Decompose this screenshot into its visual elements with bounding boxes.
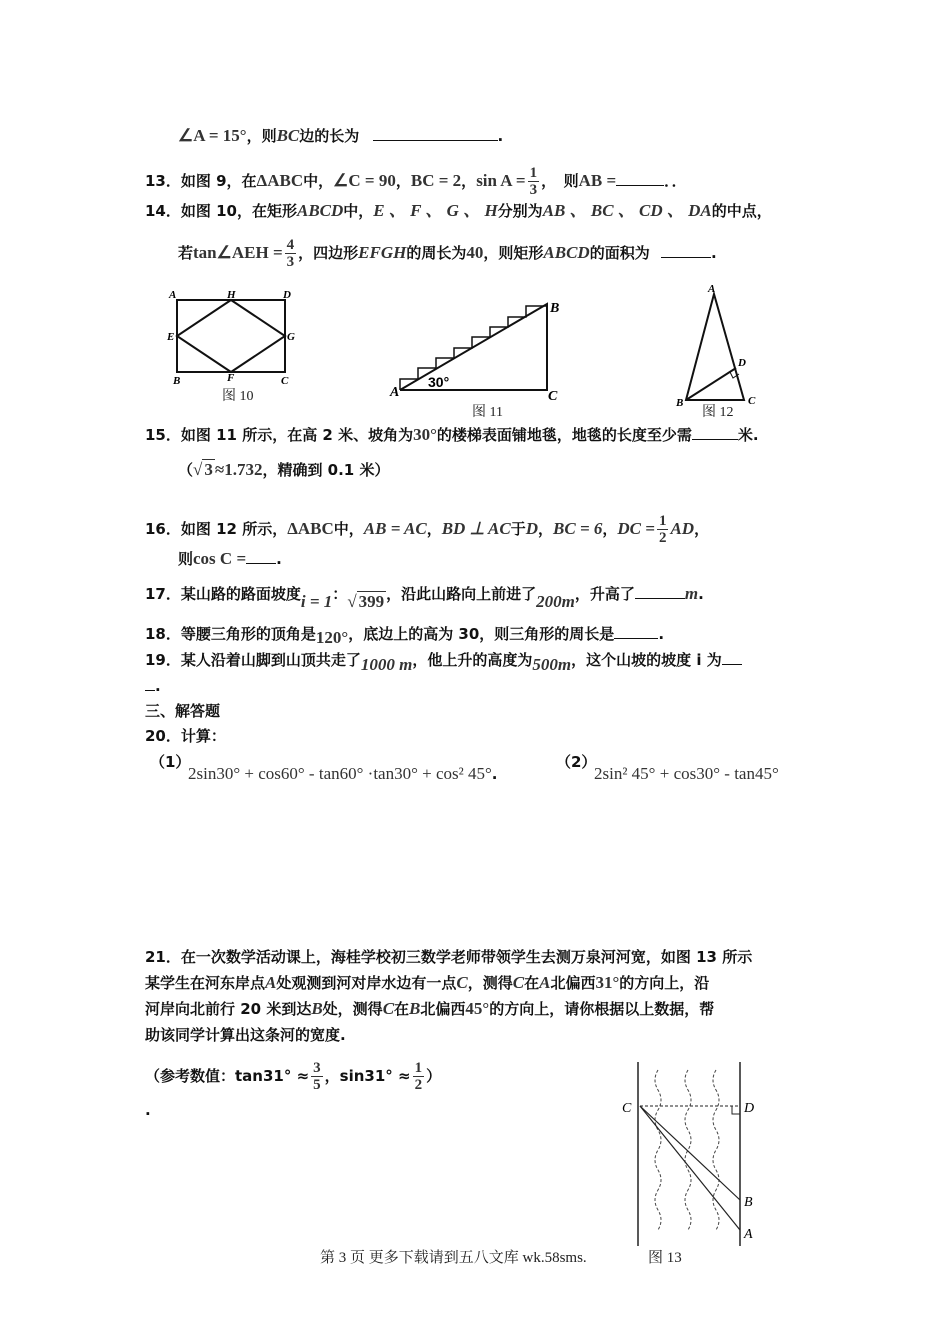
q19-t0: 某人沿着山脚到山顶共走了 [180,651,361,669]
q14-efgh: EFGH [358,243,407,262]
q14-t2: 分别为 [497,202,543,220]
deg-45: 45° [465,999,490,1018]
q20-expr1 [188,764,498,784]
frac-3-5 [311,1060,323,1093]
fig10-caption: 图 10 [222,389,254,404]
page-footer: 第 3 页 更多下载请到五八文库 wk.58sms. [320,1250,587,1266]
q19-t1: ，他上升的高度为 [412,651,533,669]
t: 处观测到河对岸水边有一点 [276,974,457,992]
q14-num: 14．如图 10，在矩形 [145,202,297,220]
question-21-line1: 21．在一次数学活动课上，海桂学校初三数学老师带领学生去测万泉河河宽，如图 13 所示 [145,948,753,966]
den: 3 [529,182,538,198]
answer-blank [722,650,742,665]
q20-part1-label: （1） [150,753,191,771]
q12-end: . [497,127,504,145]
question-18 [145,624,665,647]
num: 1 [414,1060,423,1076]
den: 2 [414,1077,423,1093]
q14-sides: AB 、 BC 、 CD 、 DA [542,201,712,220]
t: ） [426,1067,442,1085]
q14-l2c: 的周长为 [406,244,467,262]
q14-l2e: 的面积为 [589,244,650,262]
wave-3 [713,1070,719,1230]
answer-blank [614,624,658,639]
q14-l2b: ，四边形 [298,244,359,262]
wave-1 [655,1070,661,1230]
label-F: F [227,372,235,384]
q21-dot: . [145,1101,151,1119]
q17-colon: ： [332,585,348,603]
q16-t3: 于 [510,520,526,538]
q16-end: . [276,550,282,568]
point-a: A [265,973,277,992]
den: 5 [313,1077,321,1093]
num: 4 [286,237,295,253]
q20-expr2 [594,764,779,784]
q13-ab: AB = [578,171,617,190]
t: 在 [524,974,540,992]
question-21-reference [145,1060,441,1093]
radicand: 399 [358,592,385,611]
q16-l2a: 则 [178,550,194,568]
q13-end: ．． [664,172,687,190]
q12-tail [178,126,503,146]
figure-10 [165,288,305,388]
q17-num: 17．某山路的路面坡度 [145,585,301,603]
q16-fraction [657,513,669,546]
question-14-line2 [178,237,717,270]
label-A: A [390,385,400,400]
question-21-line4: 助该同学计算出这条河的宽度. [145,1026,346,1044]
q13-t2: ， [395,172,411,190]
radicand: 3 [204,460,213,479]
t: 某学生在河东岸点 [145,974,266,992]
den: 3 [286,254,295,270]
point-c: C [512,973,525,992]
answer-blank [145,676,155,691]
label-C: C [548,389,558,404]
t: 北偏西 [550,974,596,992]
q15-l2a: （ [178,461,194,479]
t: 的方向上，沿 [619,974,710,992]
q13-sin: sin A = [476,171,526,190]
q16-cos: cos C = [193,549,247,568]
question-14-line1 [145,201,772,221]
den: 2 [658,530,667,546]
q14-end: . [710,244,717,262]
answer-blank [373,126,498,141]
fig12-triangle [686,294,744,400]
q14-l2a: 若 [178,244,194,262]
label-C: C [281,375,289,387]
q14-rect: ABCD [296,201,344,220]
q15-l2b: ，精确到 0.1 米） [262,461,390,479]
q14-abcd: ABCD [543,243,590,262]
q12-text: ，则 [246,127,277,145]
q16-bc: BC = 6 [553,519,603,538]
wave-2 [685,1070,691,1230]
angle-a: ∠A = 15° [178,126,247,145]
fig11-caption: 图 11 [472,405,503,420]
fig13-caption: 图 13 [648,1250,682,1266]
q15-ang: 30° [413,425,437,444]
section-title: 三、解答题 [145,702,221,720]
label-B: B [173,375,181,387]
question-19 [145,650,742,674]
q15-num: 15．如图 11 所示，在高 2 米、坡角为 [145,426,414,444]
q18-t1: ，底边上的高为 30，则三角形的周长是 [348,625,615,643]
expr2: 2sin² 45° + cos30° - tan45° [594,764,779,783]
t: ，测得 [467,974,513,992]
t: ，sin31° ≈ [324,1067,411,1085]
q14-forty: 40 [466,243,484,262]
label-E: E [167,331,175,343]
q13-fraction [528,165,540,198]
q18-end: . [658,625,665,643]
q15-t1: 的楼梯表面铺地毯，地毯的长度至少需 [436,426,692,444]
q16-tri: ΔABC [287,519,334,538]
t: 处，测得 [322,1000,383,1018]
q19-num: 19． [145,651,181,669]
point-b: B [311,999,323,1018]
q16-dc: DC = [617,519,655,538]
line-ca [640,1106,740,1230]
figure-11 [390,296,570,404]
q18-ang: 120° [315,628,349,647]
point-c: C [456,973,468,992]
q17-dist: 200m [536,592,575,611]
label-B: B [744,1195,753,1210]
q16-t4: ， [538,520,554,538]
q18-num: 18．等腰三角形的顶角是 [145,625,316,643]
sqrt-399: √ 399 [347,592,385,611]
t: 的方向上，请你根据以上数据，帮 [489,1000,715,1018]
q20-part2-label: （2） [556,753,597,771]
question-15-line1 [145,425,759,445]
label-B: B [550,301,560,316]
label-D: D [283,289,291,301]
q19-end: . [155,677,161,695]
q16-perp: BD ⊥ AC [441,519,511,538]
expr1: 2sin30° + cos60° - tan60° ·tan30° + cos² 45° [188,764,492,783]
num: 3 [313,1060,321,1076]
q19-t2: ，这个山坡的坡度 i 为 [571,651,722,669]
q16-d: D [525,519,538,538]
q13-tri: ΔABC [256,171,304,190]
expr1-dot: . [491,765,498,783]
q13-t1: 中， [303,172,334,190]
bc-label: BC [276,126,300,145]
q14-l2d: ，则矩形 [483,244,544,262]
sqrt-3: √ 3 [193,460,213,479]
label-A: A [744,1227,753,1242]
question-19-line2 [145,676,161,696]
t: （参考数值：tan31° ≈ [145,1067,310,1085]
q17-end: . [698,585,704,603]
question-20: 20．计算： [145,727,226,745]
q17-i: i = 1 [300,592,333,611]
q16-t2: ， [426,520,442,538]
question-16-line1 [145,513,709,546]
question-16-line2 [178,549,282,569]
label-A: A [708,283,716,295]
t: 在 [394,1000,410,1018]
q16-t5: ， [602,520,618,538]
q13-t4: ， 则 [541,172,579,190]
right-angle-mark [732,1106,740,1114]
point-c: C [382,999,395,1018]
q17-t1: ，沿此山路向上前进了 [386,585,537,603]
q15-t2: 米. [737,426,759,444]
q14-fraction [285,237,297,270]
q19-d1: 1000 m [360,655,413,674]
label-D: D [738,357,746,369]
answer-blank [616,171,664,186]
t: 北偏西 [420,1000,466,1018]
question-13 [145,165,687,198]
point-b: B [409,999,421,1018]
q14-t1: 中， [343,202,374,220]
question-15-line2 [178,460,389,480]
point-a: A [539,973,551,992]
q14-t3: 的中点， [711,202,772,220]
answer-blank [661,243,711,258]
angle-30: 30° [428,374,450,390]
label-B: B [676,397,684,409]
question-21-line2 [145,973,709,993]
label-C: C [748,395,756,407]
fig10-rectangle [177,300,285,372]
t: 河岸向北前行 20 米到达 [145,1000,312,1018]
q16-t6: ， [694,520,710,538]
q16-t1: 中， [333,520,364,538]
label-H: H [227,289,236,301]
answer-blank [635,584,685,599]
question-17 [145,584,704,611]
label-A: A [169,289,177,301]
q14-tan: tan∠AEH = [193,243,283,262]
answer-blank [246,549,276,564]
q15-approx: ≈1.732 [214,460,263,479]
num: 1 [529,165,538,181]
figure-13 [620,1060,770,1250]
num: 1 [658,513,667,529]
q14-pts: E 、 F 、 G 、 H [373,201,498,220]
q13-bc: BC = 2 [410,171,462,190]
fig12-caption: 图 12 [702,405,734,420]
deg-31: 31° [595,973,620,992]
label-G: G [287,331,295,343]
q19-d2: 500m [532,655,572,674]
q16-num: 16．如图 12 所示， [145,520,288,538]
question-21-line3 [145,999,714,1019]
q16-eq1: AB = AC [363,519,427,538]
q17-t2: ，升高了 [574,585,635,603]
figure-12 [672,282,772,412]
answer-blank [692,425,738,440]
q13-t3: ， [461,172,477,190]
q16-ad: AD [670,519,695,538]
label-D: D [744,1101,755,1116]
q17-m: m [684,584,699,603]
q12-text-end: 边的长为 [299,127,360,145]
q13-c: ∠C = 90 [333,171,396,190]
frac-1-2 [413,1060,425,1093]
fig10-rhombus [177,300,285,372]
q13-num: 13．如图 9，在 [145,172,257,190]
label-C: C [622,1101,632,1116]
